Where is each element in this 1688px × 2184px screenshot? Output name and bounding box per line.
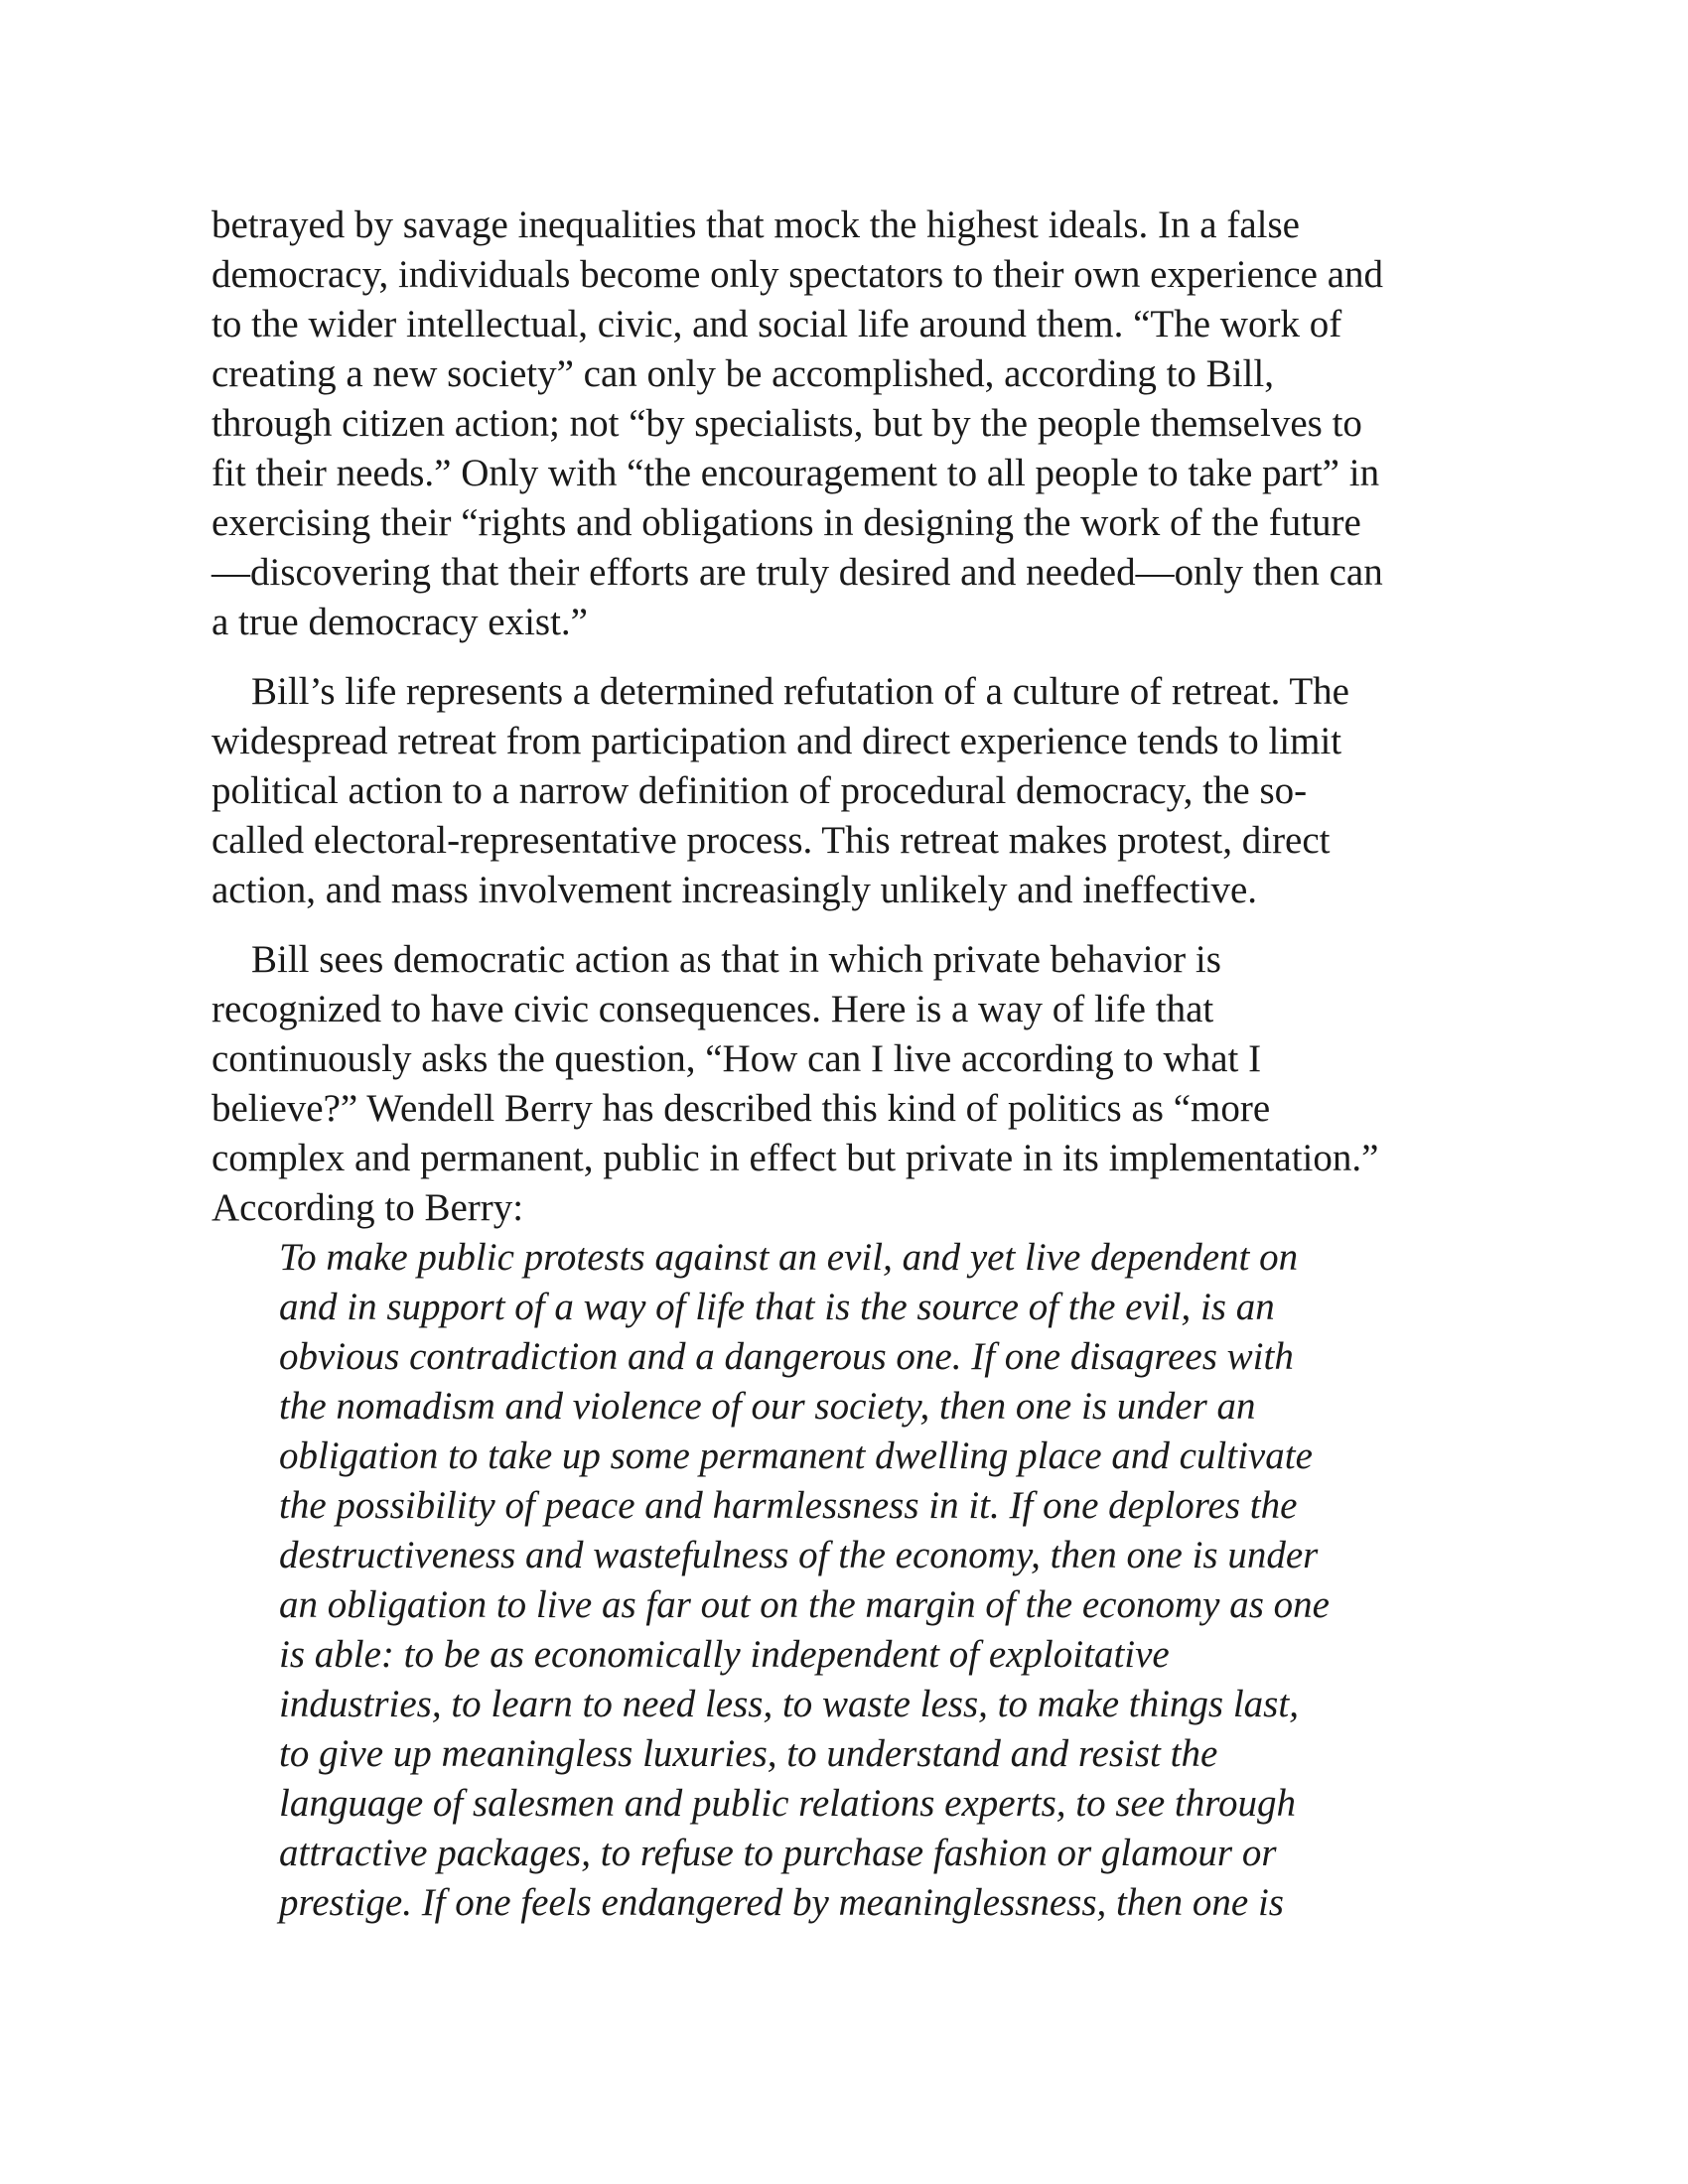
paragraph-culture-of-retreat: Bill’s life represents a determined refutation of a culture of retreat. The widespread retreat from participation and direct experience tends to limit political action to a narrow definition of procedural democracy, the so- called electoral-representative process. This retreat makes protest, direct action, and mass involvement increasingly unlikely and ineffective. — [211, 670, 1349, 911]
berry-block-quote: To make public protests against an evil, and yet live dependent on and in support of a way of life that is the source of the evil, is an obvious contradiction and a dangerous one. If one disagrees with the nomadism and violence of our society, then one is under an obligation to take up some permanent dwelling place and cultivate the possibility of peace and harmlessness in it. If one deplores the destructiveness and wastefulness of the economy, then one is under an obligation to live as far out on the margin of the economy as one is able: to be as economically independent of exploitative industries, to learn to need less, to waste less, to make things last, to give up meaningless luxuries, to understand and resist the language of salesmen and public relations experts, to see through attractive packages, to refuse to purchase fashion or glamour or prestige. If one feels endangered by meaninglessness, then one is — [279, 1236, 1330, 1924]
paragraph-democratic-action: Bill sees democratic action as that in which private behavior is recognized to have civic consequences. Here is a way of life that continuously asks the question, “How can I live according to what I believe?” Wendell Berry has described this kind of politics as “more complex and permanent, public in effect but private in its implementation.” According to Berry: — [211, 938, 1379, 1229]
body-text — [211, 201, 1482, 1928]
paragraph-false-democracy: betrayed by savage inequalities that mock the highest ideals. In a false democracy, individuals become only spectators to their own experience and to the wider intellectual, civic, and social life around them. “The work of creating a new society” can only be accomplished, according to Bill, through citizen action; not “by specialists, but by the people themselves to fit their needs.” Only with “the encouragement to all people to take part” in exercising their “rights and obligations in designing the work of the future —discovering that their efforts are truly desired and needed—only then can a true democracy exist.” — [211, 204, 1384, 643]
